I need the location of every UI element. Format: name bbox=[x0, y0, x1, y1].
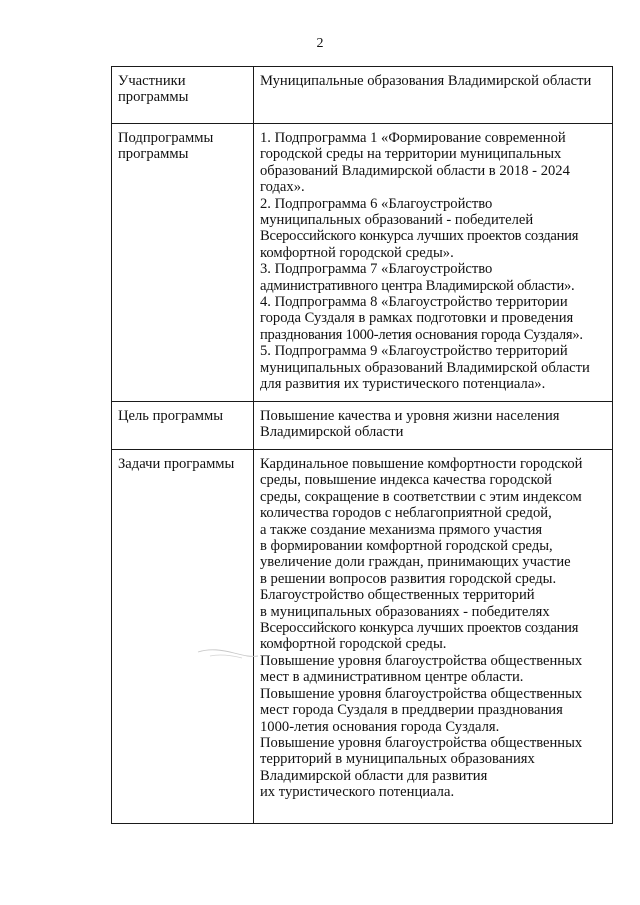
table-row-goal bbox=[112, 402, 613, 450]
content-line: а также создание механизма прямого участия bbox=[260, 521, 543, 538]
content-line: 1. Подпрограмма 1 «Формирование современной bbox=[260, 130, 566, 146]
content-line: 1000-летия основания города Суздаля. bbox=[260, 718, 500, 735]
row-label bbox=[112, 450, 254, 824]
content-line: 4. Подпрограмма 8 «Благоустройство территории bbox=[260, 294, 568, 311]
content-line: образований Владимирской области в 2018 - 2024 bbox=[260, 162, 570, 179]
content-line: количества городов с неблагоприятной средой, bbox=[260, 505, 552, 522]
page-number: 2 bbox=[316, 36, 324, 51]
content-line: Благоустройство общественных территорий bbox=[260, 587, 535, 604]
label-line: программы bbox=[118, 146, 189, 163]
content-line: увеличение доли граждан, принимающих участие bbox=[260, 554, 571, 571]
content-line: 2. Подпрограмма 6 «Благоустройство bbox=[260, 195, 493, 212]
content-line: Повышение качества и уровня жизни населения bbox=[260, 408, 560, 424]
content-line: в решении вопросов развития городской среды. bbox=[260, 570, 557, 587]
content-line: в формировании комфортной городской среды, bbox=[260, 538, 553, 555]
program-passport-table bbox=[111, 66, 613, 824]
content-line: для развития их туристического потенциала». bbox=[260, 376, 546, 393]
scan-mark bbox=[196, 644, 260, 664]
content-line: Владимирской области bbox=[260, 424, 404, 441]
label-line: Подпрограммы bbox=[118, 130, 214, 146]
content-line: мест в административном центре области. bbox=[260, 669, 524, 686]
content-line: Всероссийского конкурса лучших проектов создания bbox=[260, 620, 579, 637]
row-content bbox=[254, 402, 613, 450]
row-label bbox=[112, 124, 254, 402]
table-row-tasks bbox=[112, 450, 613, 824]
content-line: города Суздаля в рамках подготовки и проведения bbox=[260, 310, 574, 327]
content-line: Муниципальные образования Владимирской области bbox=[260, 73, 592, 89]
row-content bbox=[254, 67, 613, 124]
row-content bbox=[254, 124, 613, 402]
label-line: программы bbox=[118, 89, 189, 106]
content-line: Владимирской области для развития bbox=[260, 767, 488, 784]
label-line: Задачи программы bbox=[118, 456, 235, 472]
content-line: Кардинальное повышение комфортности городской bbox=[260, 456, 583, 472]
content-line: среды, повышение индекса качества городской bbox=[260, 472, 552, 489]
content-line: годах». bbox=[260, 179, 305, 196]
content-line: Повышение уровня благоустройства общественных bbox=[260, 734, 583, 751]
content-line: городской среды на территории муниципальных bbox=[260, 146, 562, 163]
content-line: их туристического потенциала. bbox=[260, 784, 455, 801]
row-label bbox=[112, 402, 254, 450]
content-line: 3. Подпрограмма 7 «Благоустройство bbox=[260, 261, 493, 278]
row-content bbox=[254, 450, 613, 824]
content-line: в муниципальных образованиях - победителях bbox=[260, 603, 550, 620]
row-label bbox=[112, 67, 254, 124]
content-line: муниципальных образований Владимирской области bbox=[260, 359, 590, 376]
content-line: Повышение уровня благоустройства общественных bbox=[260, 652, 583, 669]
content-line: территорий в муниципальных образованиях bbox=[260, 751, 535, 768]
label-line: Участники bbox=[118, 73, 186, 89]
content-line: Всероссийского конкурса лучших проектов создания bbox=[260, 228, 579, 245]
content-line: муниципальных образований - победителей bbox=[260, 212, 534, 229]
content-line: 5. Подпрограмма 9 «Благоустройство территорий bbox=[260, 343, 568, 360]
content-line: комфортной городской среды. bbox=[260, 636, 447, 653]
content-line: празднования 1000-летия основания города Суздаля». bbox=[260, 326, 583, 343]
table-row-subprograms bbox=[112, 124, 613, 402]
content-line: среды, сокращение в соответствии с этим индексом bbox=[260, 488, 582, 505]
content-line: мест города Суздаля в преддверии празднования bbox=[260, 702, 563, 719]
content-line: административного центра Владимирской области». bbox=[260, 277, 575, 294]
label-line: Цель программы bbox=[118, 408, 224, 424]
table-row-participants bbox=[112, 67, 613, 124]
content-line: комфортной городской среды». bbox=[260, 244, 454, 261]
content-line: Повышение уровня благоустройства общественных bbox=[260, 685, 583, 702]
